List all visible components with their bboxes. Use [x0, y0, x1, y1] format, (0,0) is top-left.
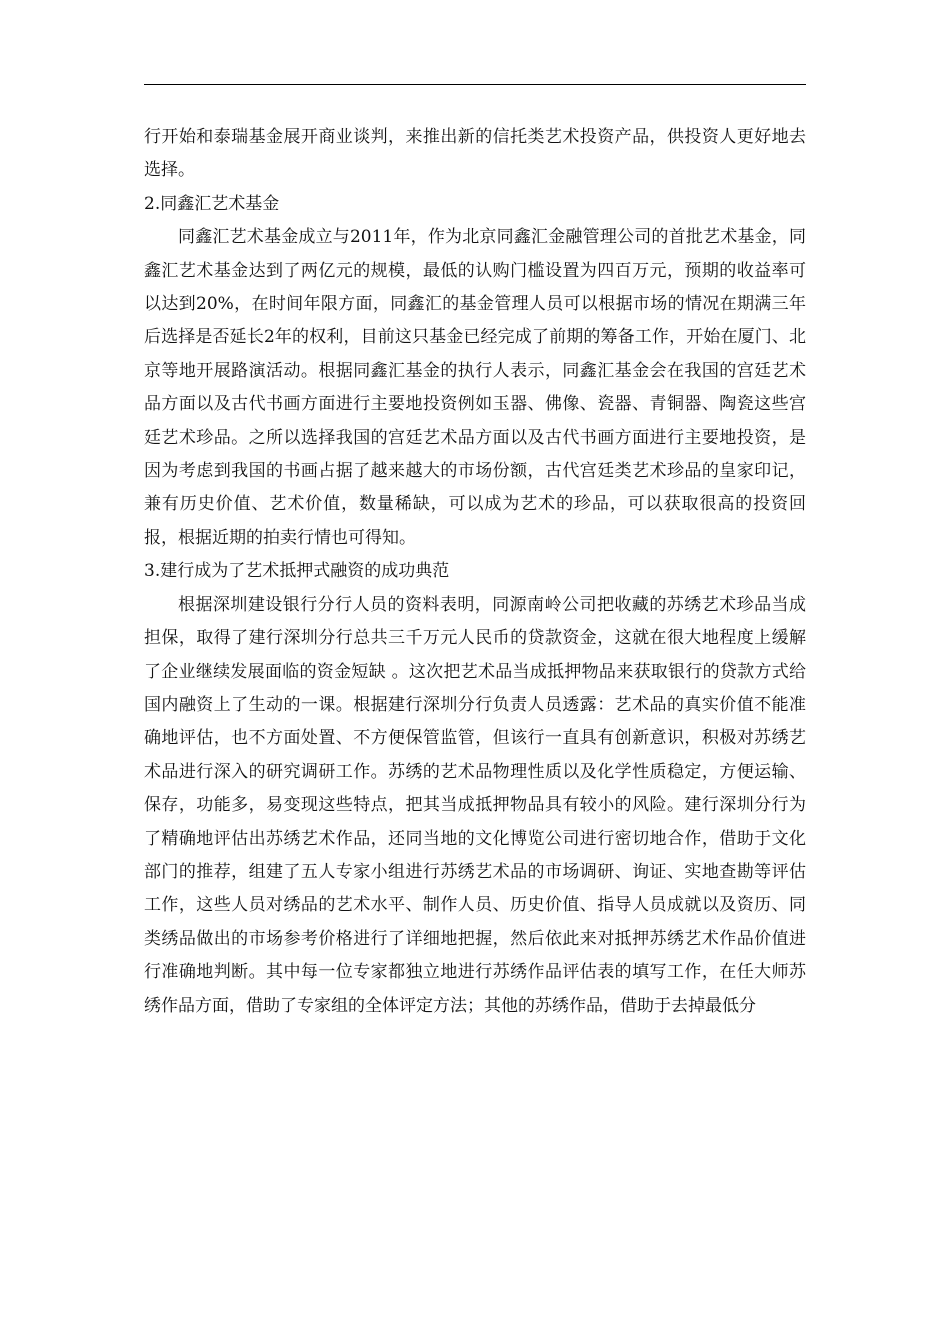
paragraph-ccb-art-mortgage: 根据深圳建设银行分行人员的资料表明，同源南岭公司把收藏的苏绣艺术珍品当成担保，取得了建行深圳分行总共三千万元人民币的贷款资金，这就在很大地程度上缓解了企业继续发展面临的资金短缺 。这次把艺术品当成抵押物品来获取银行的贷款方式给国内融资上了生动的一课。根据建行深圳分行负责人员透露：艺术品的真实价值不能准确地评估，也不方面处置、不方便保管监管，但该行一直具有创新意识，积极对苏绣艺术品进行深入的研究调研工作。苏绣的艺术品物理性质以及化学性质稳定，方便运输、保存，功能多，易变现这些特点，把其当成抵押物品具有较小的风险。建行深圳分行为了精确地评估出苏绣艺术作品，还同当地的文化博览公司进行密切地合作，借助于文化部门的推荐，组建了五人专家小组进行苏绣艺术品的市场调研、询证、实地查勘等评估工作，这些人员对绣品的艺术水平、制作人员、历史价值、指导人员成就以及资历、同类绣品做出的市场参考价格进行了详细地把握，然后依此来对抵押苏绣艺术作品价值进行准确地判断。其中每一位专家都独立地进行苏绣作品评估表的填写工作，在任大师苏绣作品方面，借助了专家组的全体评定方法；其他的苏绣作品，借助于去掉最低分	[144, 594, 806, 1016]
section-heading-2: 2.同鑫汇艺术基金	[144, 193, 280, 214]
document-body	[144, 121, 806, 1023]
header-rule	[144, 84, 806, 85]
paragraph-tongxinhui-fund: 同鑫汇艺术基金成立与2011年，作为北京同鑫汇金融管理公司的首批艺术基金，同鑫汇艺术基金达到了两亿元的规模，最低的认购门槛设置为四百万元，预期的收益率可以达到20%，在时间年限方面，同鑫汇的基金管理人员可以根据市场的情况在期满三年后选择是否延长2年的权利，目前这只基金已经完成了前期的筹备工作，开始在厦门、北京等地开展路演活动。根据同鑫汇基金的执行人表示，同鑫汇基金会在我国的宫廷艺术品方面以及古代书画方面进行主要地投资例如玉器、佛像、瓷器、青铜器、陶瓷这些宫廷艺术珍品。之所以选择我国的宫廷艺术品方面以及古代书画方面进行主要地投资，是因为考虑到我国的书画占据了越来越大的市场份额，古代宫廷类艺术珍品的皇家印记，兼有历史价值、艺术价值，数量稀缺，可以成为艺术的珍品，可以获取很高的投资回报，根据近期的拍卖行情也可得知。	[144, 227, 806, 548]
continuation-paragraph: 行开始和泰瑞基金展开商业谈判，来推出新的信托类艺术投资产品，供投资人更好地去选择。	[144, 127, 806, 181]
section-heading-3: 3.建行成为了艺术抵押式融资的成功典范	[144, 561, 450, 582]
